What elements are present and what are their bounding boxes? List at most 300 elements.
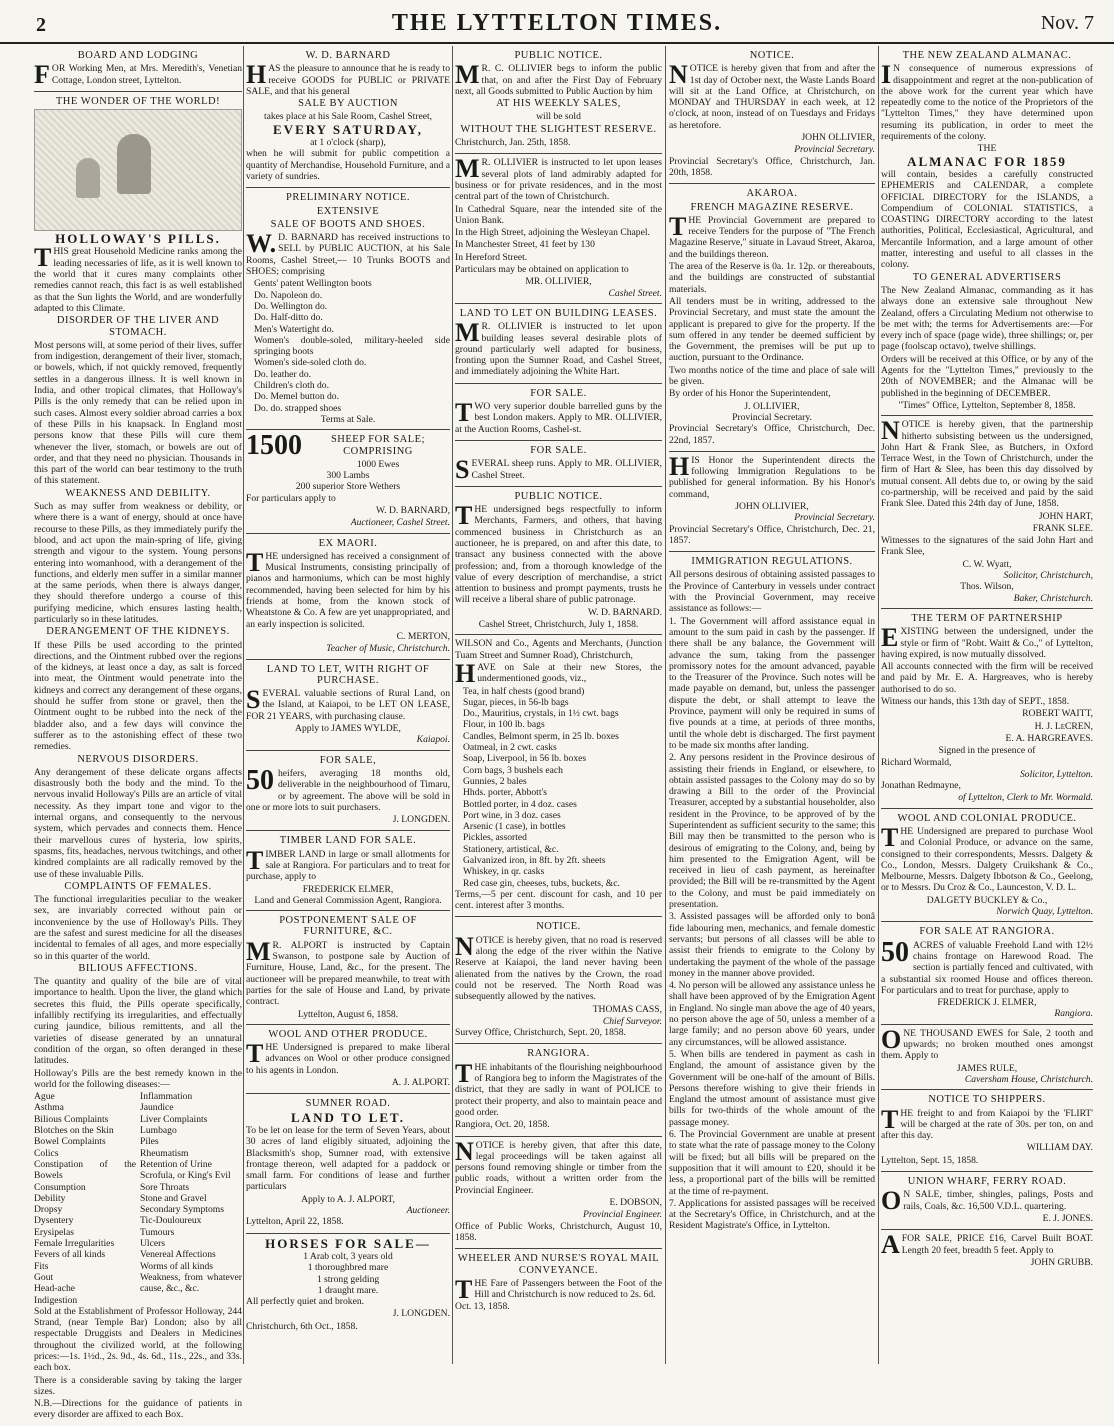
advert-date: Lyttelton, Sept. 15, 1858. [881, 1154, 979, 1166]
advert-text: NOTICE is hereby given, that after this date, legal proceedings will be taken against all persons found removing shingle or timber from the public roads, without a written order from the Provincial Engineer. [455, 1136, 662, 1196]
advert-title: FOR SALE, [319, 754, 377, 766]
advert-date: "Times" Office, Lyttelton, September 8, 1858. [898, 399, 1076, 411]
advert-title: THE TERM OF PARTNERSHIP [911, 612, 1063, 624]
advert-text: MR. C. OLLIVIER begs to inform the public that, on and after the First Day of February next, all Goods submitted to Public Auction by him [455, 60, 662, 97]
advert-date: Oct. 13, 1858. [455, 1301, 510, 1313]
advert-text: NOTICE is hereby given, that no road is reserved along the edge of the river within the Native Reserve at Kaiapoi, the land never having been alienated from the natives by the Crown, the road could not be reserved. The North Road was subsequently allowed by the natives. [455, 931, 662, 1003]
advert-text: Particulars may be obtained on application to [455, 264, 629, 276]
section-text: Most persons will, at some period of their lives, suffer from indigestion, derangement of their liver, stomach, or bowels, which, if not quickly removed, frequently settles in a dangerous illness. It is well known in India, and other tropical climates, that Holloway's Pills is the only remedy that can be relied upon in such cases. Almost every soldier abroad carries a box of these Pills in his knapsack. In England most persons know that these Pills will cure them whenever the liver, stomach, or bowels are out of order, and that they need no physician. Thousands in this part of the world can bear testimony to the truth of this statement. [34, 339, 242, 487]
list-item: Fevers of all kinds [34, 1249, 106, 1261]
list-item: Tumours [140, 1226, 175, 1238]
signature: FREDERICK J. ELMER, [937, 997, 1037, 1009]
advert-text: MR. OLLIVIER is instructed to let upon building leases several desirable plots of ground particularly well adapted for business, fronting upon the Sumner Road, and Cashel Street, and immediately adjoining the White Hart. [455, 318, 662, 378]
witness-sub: Solicitor, Lyttelton. [1020, 768, 1093, 780]
signature: WILLIAM DAY. [1026, 1142, 1093, 1154]
list-item: Children's cloth do. [254, 380, 330, 392]
advert-date: Office of Public Works, Christchurch, August 10, 1858. [455, 1220, 662, 1243]
list-item: Do. leather do. [254, 368, 312, 380]
witness-sub: Baker, Christchurch. [1013, 592, 1093, 604]
list-item: Head-ache [34, 1283, 76, 1295]
advert-text: ONE THOUSAND EWES for Sale, 2 tooth and upwards; no broken mouthed ones amongst them. Apply to [881, 1024, 1093, 1062]
list-item: Gunnies, 2 bales [463, 775, 527, 787]
advert-shippers [881, 1090, 1093, 1172]
section-text: If these Pills be used according to the printed directions, and the Ointment rubbed over the regions of the kidneys, at least once a day, as salt is forced into meat, the Ointment would penetrate into the kidneys and correct any derangement of these organs, should he suffer from stone or gravel, then the Ointment ought to be rubbed into the neck of the bladder also, and a few days will convince the sufferer as to the astonishing effect of these two remedies. [34, 639, 242, 753]
advert-text: NOTICE is hereby given, that the partnership hitherto subsisting between us the undersigned, John Hart & Frank Slee, as Butchers, in Oxford Terrace West, in the Town of Christchurch, under the firm of Hart & Slee, has been this day dissolved by mutual consent. All debts due to, or owing by the said co-partnership, will be received and paid by the said Frank Slee. Dated this 24th day of June, 1858. [881, 416, 1093, 510]
advert-boat [881, 1230, 1093, 1273]
list-item: 200 superior Store Wethers [295, 481, 401, 493]
advert-text: All perfectly quiet and broken. [246, 1296, 365, 1308]
advert-title: PUBLIC NOTICE. [514, 490, 603, 502]
regulation-item: 4. No person will be allowed any assistance unless he shall have been approved of by the Emigration Agent in England. No single man above the age of 40 years, no person above the age of 50, unless a member of a large family; and no person above 60 years, under any circumstances, will be allowed assistance. [669, 980, 875, 1048]
list-item: Ulcers [140, 1238, 166, 1250]
advert-title: WHEELER AND NURSE'S ROYAL MAIL CONVEYANCE. [457, 1253, 660, 1276]
advert-text: THIS great Household Medicine ranks among the leading necessaries of life, as it is well known to the world that it cures many complaints other remedies cannot reach, this fact is as well established as that the Sun lights the World, and are wonderfully adapted to this Climate. [34, 243, 242, 314]
regulation-item: 7. Applications for assisted passages will be received at the Secretary's Office, in Christchurch, and at the Resident Magistrate's Office, in Lyttelton. [669, 1197, 875, 1232]
witness: C. W. Wyatt, [962, 558, 1012, 570]
advert-title: HORSES FOR SALE— [265, 1235, 431, 1251]
list-item: 1 strong gelding [316, 1273, 380, 1285]
signature: E. J. JONES. [1042, 1212, 1093, 1224]
list-item: Gents' patent Wellington boots [254, 278, 372, 290]
advert-text: HAS the pleasure to announce that he is ready to receive GOODS for PUBLIC or PRIVATE SALE, and that his general [246, 60, 450, 97]
signature: J. LONGDEN. [392, 814, 450, 826]
signature-sub: Provincial Secretary. [794, 144, 875, 156]
advert-date: Provincial Secretary's Office, Christchurch, Dec. 21, 1857. [669, 523, 875, 546]
advert-rangiora-sale [881, 922, 1093, 1024]
advert-subtitle: WITHOUT THE SLIGHTEST RESERVE. [460, 123, 657, 135]
advert-building-leases [455, 304, 662, 384]
advert-title: FOR SALE AT RANGIORA. [919, 926, 1055, 938]
advert-sumner [246, 1094, 450, 1233]
column-2 [246, 46, 450, 1364]
advert-title: POSTPONEMENT SALE OF FURNITURE, &C. [279, 915, 417, 938]
advert-public-notice-2 [455, 487, 662, 636]
list-item: Flour, in 100 lb. bags [463, 719, 545, 731]
advert-text: In Hereford Street. [455, 251, 528, 263]
advert-text: The area of the Reserve is 0a. 1r. 12p. or thereabouts, and the buildings are constructed of substantial materials. [669, 261, 875, 295]
advert-land-to-let [246, 660, 450, 751]
column-1 [34, 46, 242, 1421]
advert-text: Signed in the presence of [938, 745, 1036, 757]
advert-text: THE undersigned has received a consignment of Musical Instruments, consisting principally of pianos and harmoniums, which can be most highly recommended, having been selected for him by his friends at home, from the known stock of Wheatstone & Co. A few are yet unappropriated, and an early inspection is solicited. [246, 547, 450, 630]
advert-subtitle: SALE BY AUCTION [298, 98, 398, 110]
list-item: Bottled porter, in 4 doz. cases [463, 798, 577, 810]
signature-sub: Chief Surveyor. [602, 1015, 662, 1027]
witness-sub: Solicitor, Christchurch, [1003, 570, 1093, 582]
signature-sub: Cashel Street. [608, 287, 662, 299]
signature-sub: Norwich Quay, Lyttelton. [996, 906, 1093, 918]
signature: H. J. LeCREN, [1034, 720, 1093, 732]
list-item: Colics [34, 1147, 59, 1159]
advert-text: All tenders must be in writing, addressed to the Provincial Secretary, and must state the amount the applicant is prepared to give for the property. If the sum offered in any tender be deemed sufficient by the Government, the premises will be put up to auction, pursuant to the Ordinance. [669, 295, 875, 364]
list-item: Constipation of the Bowels [34, 1158, 136, 1182]
advert-text: NOTICE is hereby given that from and after the 1st day of October next, the Waste Lands Board will sit at the Land Office, at Christchurch, on MONDAY and THURSDAY in each week, at 12 o'clock, at noon, instead of on Tuesdays and Fridays as heretofore. [669, 60, 875, 131]
list-item: 1 thoroughbred mare [307, 1262, 389, 1274]
advert-date: Provincial Secretary's Office, Christchurch, Dec. 22nd, 1857. [669, 423, 875, 446]
list-item: Candles, Belmont sperm, in 25 lb. boxes [463, 730, 619, 742]
advert-subtitle: TO GENERAL ADVERTISERS [912, 271, 1062, 283]
list-item: Scrofula, or King's Evil [140, 1170, 231, 1182]
section-heading: NERVOUS DISORDERS. [77, 753, 199, 765]
list-item: Stone and Gravel [140, 1192, 207, 1204]
witness: Jonathan Redmayne, [881, 780, 961, 792]
signature-sub: Teacher of Music, Christchurch. [326, 643, 450, 655]
advert-akaroa [669, 184, 875, 452]
advert-wool [246, 1025, 450, 1094]
advert-wool-colonial [881, 809, 1093, 923]
advert-boots [246, 188, 450, 430]
advert-text: heifers, averaging 18 months old, deliverable in the neighbourhood of Timaru, or by agreement. The above will be sold in one or more lots to suit purchasers. [246, 767, 450, 813]
list-item: Port wine, in 3 doz. cases [463, 809, 561, 821]
signature: E. DOBSON, [609, 1197, 662, 1209]
advert-board-lodging [34, 46, 242, 92]
signature: FREDERICK ELMER, [302, 883, 394, 895]
list-item: Corn bags, 3 bushels each [463, 764, 563, 776]
advert-text: There is a considerable saving by taking the larger sizes. [34, 1374, 242, 1397]
issue-date: Nov. 7 [1040, 12, 1094, 34]
list-item: Dropsy [34, 1204, 63, 1216]
advert-subtitle: EXTENSIVE [316, 205, 380, 217]
list-item: Asthma [34, 1102, 64, 1114]
advert-text: HIS Honor the Superintendent directs the following Immigration Regulations to be published for general information. By his Honor's command, [669, 451, 875, 500]
advert-waste-lands [669, 46, 875, 184]
advert-date: Rangiora, Oct. 20, 1858. [455, 1119, 550, 1131]
list-item: 1 Arab colt, 3 years old [303, 1250, 393, 1262]
advert-title: LAND TO LET, WITH RIGHT OF PURCHASE. [266, 663, 430, 686]
signature: J. OLLIVIER, [744, 400, 800, 412]
advert-text: The New Zealand Almanac, commanding as it has always done an extensive sale throughout New Zealand, offers a Circulating Medium not otherwise to be met with; the terms for Advertisements are:—For every inch of space (page wide), three shillings; or, per page (foolscap octavo), twelve shillings. [881, 284, 1093, 353]
regulation-item: 6. The Provincial Government are unable at present to state what the rate of passage money to the Colony will be fixed; but all bills will be prepared on the supposition that it will amount to £20, should it be less, a proportional part of the bills will be remitted at the time of re-payment. [669, 1129, 875, 1197]
signature: FRANK SLEE. [1032, 522, 1093, 534]
list-item: Ague [34, 1091, 55, 1103]
section-text: The functional irregularities peculiar to the weaker sex, are invariably corrected without pain or inconvenience by the use of Holloway's Pills. They are the safest and surest medicine for all the diseases incidental to females of all ages, and more especially so in this quarter of the world. [34, 894, 242, 962]
signature: JOHN GRUBB. [1030, 1256, 1093, 1268]
advert-maori [246, 534, 450, 660]
advert-date: Christchurch, Jan. 25th, 1858. [455, 137, 571, 149]
advert-date: Cashel Street, Christchurch, July 1, 1858. [478, 619, 639, 631]
advert-immigration [669, 552, 875, 1237]
advert-text: W.D. BARNARD has received instructions to SELL by PUBLIC AUCTION, at his Sale Rooms, Cashel Street,— 10 Trunks BOOTS and SHOES; comprising [246, 229, 450, 278]
advert-text: HAVE on Sale at their new Stores, the undermentioned goods, viz., [455, 658, 662, 688]
witness: Richard Wormald, [881, 756, 952, 768]
advert-text: THE Provincial Government are prepared to receive Tenders for the purpose of "The French Magazine Reserve," situate in Lavaud Street, Akaroa, and the buildings thereon. [669, 211, 875, 260]
signature: JOHN HART, [1038, 510, 1093, 522]
column-4 [669, 46, 875, 1364]
advert-text: at 1 o'clock (sharp), [310, 137, 386, 149]
list-item: Do. Memel button do. [254, 391, 340, 403]
advert-text: FOR Working Men, at Mrs. Meredith's, Venetian Cottage, London street, Lyttelton. [34, 60, 242, 90]
list-item: Bowel Complaints [34, 1136, 106, 1148]
list-item: Women's double-soled, military-heeled side springing boots [254, 334, 450, 358]
column-rule [878, 46, 879, 1364]
list-item: Debility [34, 1192, 66, 1204]
advert-title: PRELIMINARY NOTICE. [285, 192, 411, 204]
advert-text: Sold at the Establishment of Professor Holloway, 244 Strand, (near Temple Bar) London; also by all respectable Druggists and Dealers in Medicines throughout the civilized world, at the following prices:—1s. 1½d., 2s. 9d., 4s. 6d., 11s., 22s., and 33s. each box. [34, 1305, 242, 1374]
advert-text: THE inhabitants of the flourishing neighbourhood of Rangiora beg to inform the Magistrates of the district, that they are sadly in want of POLICE to protect their property, and also to maintain peace and good order. [455, 1058, 662, 1118]
advert-title: SHEEP FOR SALE; COMPRISING [330, 434, 426, 457]
list-item: Sore Throats [140, 1181, 190, 1193]
advert-text: EXISTING between the undersigned, under the style or firm of "Robt. Waitt & Co.," of Lyttelton, having expired, is now mutually dissolved. [881, 623, 1093, 660]
list-item: Arsenic (1 case), in bottles [463, 821, 566, 833]
advert-title: THE NEW ZEALAND ALMANAC. [902, 50, 1072, 61]
list-item: Pickles, assorted [463, 832, 527, 844]
signature-sub: Provincial Secretary. [732, 411, 812, 423]
section-heading: DISORDER OF THE LIVER AND STOMACH. [56, 315, 220, 338]
advert-partnership [881, 609, 1093, 809]
advert-text: In Cathedral Square, near the intended site of the Union Bank. [455, 203, 662, 226]
signature: DALGETY BUCKLEY & Co., [926, 894, 1048, 906]
list-item: Do., Mauritius, crystals, in 1½ cwt. bags [463, 708, 619, 720]
advert-text: Terms,—5 per cent. discount for cash, and 10 per cent. interest after 3 months. [455, 888, 662, 912]
advert-title: WOOL AND OTHER PRODUCE. [268, 1028, 428, 1040]
advert-title: FOR SALE. [530, 444, 587, 456]
advert-title: HOLLOWAY'S PILLS. [55, 231, 221, 247]
list-item: Whiskey, in qr. casks [463, 866, 545, 878]
signature: W. D. BARNARD, [375, 504, 450, 516]
signature: ROBERT WAITT, [1022, 708, 1093, 720]
list-item: Do. Wellington do. [254, 300, 328, 312]
list-item: Indigestion [34, 1294, 78, 1306]
big-number: 1500 [246, 430, 302, 462]
column-3 [455, 46, 662, 1364]
advert-ewes [881, 1025, 1093, 1090]
advert-almanac [881, 46, 1093, 416]
advert-timber-notice [455, 1137, 662, 1250]
advert-text: TWO very superior double barrelled guns by the best London makers. Apply to MR. OLLIVIER, at the Auction Rooms, Cashel-st. [455, 398, 662, 435]
list-item: Do. Half-ditto do. [254, 312, 323, 324]
advert-text: TIMBER LAND in large or small allotments for sale at Rangiora. For particulars and to treat for purchase, apply to [246, 845, 450, 883]
advert-title: THE WONDER OF THE WORLD! [55, 95, 221, 107]
list-item: Hhds. porter, Abbott's [463, 787, 547, 799]
advert-superintendent [669, 452, 875, 552]
advert-date: Survey Office, Christchurch, Sept. 20, 1858. [455, 1027, 626, 1039]
advert-title: W. D. BARNARD [305, 50, 391, 61]
column-rule [452, 46, 453, 1364]
advert-subtitle: EVERY SATURDAY, [273, 121, 423, 137]
signature: JAMES RULE, [956, 1062, 1018, 1074]
advert-title: NOTICE. [536, 921, 581, 933]
advert-text: will contain, besides a carefully constructed EPHEMERIS and CALENDAR, a complete OFFICIAL DIRECTORY for the ISLANDS, a Compendium of COLONIAL STATISTICS, a COASTING DIRECTORY according to the latest authorities, Political, Ecclesiastical, Agricultural, and Mercantile Information, and a large amount of other matter, interesting and useful to all classes in the colony. [881, 168, 1093, 271]
section-text: Any derangement of these delicate organs affects disastrously both the body and the mind. To the nervous invalid Holloway's Pills are an article of vital necessity. As they impart tone and vigor to the internal organs, and consequently to the nervous system, which pervades and connects them. Hence their marvellous cures of hysteria, low spirits, spasms, fits, headaches, nervous twitchings, and other kindred complaints are all radically removed by the use of these invaluable Pills. [34, 766, 242, 880]
advert-holloway [34, 92, 242, 1426]
advert-text: IN consequence of numerous expressions of disappointment and regret at the non-publication of the above work for the current year which have repeatedly come to the notice of the Proprietors of the "Lyttelton Times," they have determined upon resuming its publication, in order to meet the requirements of the colony. [881, 60, 1093, 143]
advert-title: EX MAORI. [318, 537, 378, 549]
advert-date: Christchurch, 6th Oct., 1858. [246, 1320, 358, 1332]
signature: JOHN OLLIVIER, [735, 500, 809, 512]
big-number: 50 [881, 936, 909, 968]
signature-sub: Auctioneer, Cashel Street. [350, 517, 450, 529]
advert-text: In Manchester Street, 41 feet by 130 [455, 239, 595, 251]
advert-text: THE Fare of Passengers between the Foot of the Hill and Christchurch is now reduced to 2s. 6d. [455, 1274, 662, 1304]
list-item: 300 Lambs [326, 470, 370, 482]
list-item: Men's Watertight do. [254, 323, 334, 335]
advert-text: THE Undersigned is prepared to make liberal advances on Wool or other produce consigned to his agents in London. [246, 1039, 450, 1076]
advert-subtitle: THE [977, 143, 997, 155]
engraving-illustration [34, 109, 242, 231]
list-item: Secondary Symptoms [140, 1204, 224, 1216]
column-rule [243, 46, 244, 1364]
list-intro: Holloway's Pills are the best remedy known in the world for the following diseases:— [34, 1067, 242, 1090]
section-heading: COMPLAINTS OF FEMALES. [64, 880, 212, 892]
advert-text: Terms at Sale. [320, 413, 376, 425]
signature: E. A. HARGREAVES. [1005, 732, 1093, 744]
advert-sheep [246, 430, 450, 533]
list-item: Red case gin, cheeses, tubs, buckets, &c. [463, 877, 620, 889]
list-item: Venereal Affections [140, 1249, 216, 1261]
list-item: Erysipelas [34, 1226, 74, 1238]
advert-text: Two months notice of the time and place of sale will be given. [669, 364, 875, 388]
list-item: Galvanized iron, in 8ft. by 2ft. sheets [463, 855, 606, 866]
advert-text: SEVERAL valuable sections of Rural Land, on the Island, at Kaiapoi, to be LET ON LEASE, FOR 21 YEARS, with purchasing clause. [246, 685, 450, 722]
advert-title: SUMNER ROAD. [305, 1098, 391, 1110]
list-item: Tea, in half chests (good brand) [463, 685, 585, 697]
section-heading: WEAKNESS AND DEBILITY. [65, 487, 211, 499]
signature: C. MERTON, [396, 630, 450, 642]
signature-sub: Caversham House, Christchurch. [964, 1073, 1093, 1085]
list-item: Lumbago [140, 1125, 177, 1137]
list-item: Gout [34, 1271, 54, 1283]
signature-sub: Land and General Commission Agent, Rangiora. [254, 894, 442, 906]
page-number: 2 [36, 14, 46, 36]
list-item: Consumption [34, 1181, 86, 1193]
advert-title: PUBLIC NOTICE. [514, 50, 603, 61]
advert-text: In the High Street, adjoining the Wesleyan Chapel. [455, 227, 650, 239]
advert-title: FOR SALE. [530, 387, 587, 399]
advert-text: ON SALE, timber, shingles, palings, Posts and rails, Coals, &c. 16,500 V.D.L. quartering. [881, 1186, 1093, 1216]
signature-sub: Provincial Engineer. [582, 1209, 662, 1221]
disease-list [34, 1091, 242, 1306]
disease-list-left [34, 1091, 136, 1306]
advert-text: MR. ALPORT is instructed by Captain Swanson, to postpone sale by Auction of Furniture, House, Land, &c., for the present. The auctioneer will be prepared meanwhile, to treat with parties for the sale of House and Land, by private contract. [246, 936, 450, 1008]
advert-text: To be let on lease for the term of Seven Years, about 30 acres of land eligibly situated, adjoining the Blacksmith's shop, Sumner road, with extensive frontage thereon, well adapted for a paddock or small farm. For conditions of lease and further particulars [246, 1124, 450, 1193]
advert-text: All persons desirous of obtaining assisted passages to the Province of Canterbury in vessels under contract with the Provincial Government, may receive assistance as follows:— [669, 569, 875, 615]
list-item: Female Irregularities [34, 1238, 115, 1250]
list-item: Rheumatism [140, 1147, 189, 1159]
advert-subtitle: AT HIS WEEKLY SALES, [496, 98, 621, 110]
signature-sub: Rangiora. [1054, 1008, 1093, 1020]
advert-text: will be sold [536, 111, 581, 123]
advert-text: By order of his Honor the Superintendent, [669, 388, 831, 400]
advert-subtitle: SALE OF BOOTS AND SHOES. [270, 218, 426, 230]
list-item: Piles [140, 1136, 159, 1148]
list-item: Do. do. strapped shoes [254, 402, 342, 414]
advert-guns [455, 384, 662, 441]
advert-text: AFOR SALE, PRICE £16, Carvel Built BOAT. Length 20 feet, breadth 5 feet. Apply to [881, 1230, 1093, 1260]
witness-sub: of Lyttelton, Clerk to Mr. Wormald. [958, 792, 1093, 804]
regulation-item: 5. When bills are tendered in payment as cash in England, the amount of assistance given by the Government will be one-half of the amount of Bills. Persons therefore wishing to give their friends in England the utmost amount of assistance must give bills for two-thirds of the whole amount of the passage money. [669, 1048, 875, 1128]
advert-title: AKAROA. [746, 188, 798, 200]
signature: MR. OLLIVIER, [525, 276, 592, 288]
advert-text: Orders will be received at this Office, or by any of the Agents for the "Lyttelton Times," previously to the 20th of NOVEMBER; and the Almanac will be published in the beginning of DECEMBER. [881, 353, 1093, 399]
list-item: Oatmeal, in 2 cwt. casks [463, 742, 557, 754]
section-heading: DERANGEMENT OF THE KIDNEYS. [46, 626, 230, 638]
disease-list-right [140, 1091, 242, 1306]
advert-union-wharf [881, 1172, 1093, 1230]
advert-barnard [246, 46, 450, 188]
big-number: 50 [246, 764, 274, 796]
advert-text: Witnesses to the signatures of the said John Hart and Frank Slee, [881, 535, 1093, 558]
advert-horses [246, 1234, 450, 1337]
newspaper-title: THE LYTTELTON TIMES. [391, 10, 723, 36]
advert-hart-slee [881, 416, 1093, 609]
list-item: Worms of all kinds [140, 1260, 214, 1272]
signature: A. J. ALPORT. [391, 1077, 450, 1089]
column-5 [881, 46, 1093, 1364]
list-item: Inflammation [140, 1091, 193, 1103]
signature: J. LONGDEN. [392, 1308, 450, 1320]
advert-sheep-runs [455, 441, 662, 487]
advert-road-notice [455, 917, 662, 1044]
advert-public-notice [455, 46, 662, 154]
advert-text: ACRES of valuable Freehold Land with 12½ chains frontage on Harewood Road. The section is partially fenced and cultivated, with a substantial six roomed House and offices thereon. For particulars and to treat for purchase, apply to [881, 939, 1093, 996]
advert-subtitle: ALMANAC FOR 1859 [907, 153, 1067, 169]
advert-title: LAND TO LET ON BUILDING LEASES. [459, 307, 658, 319]
list-item: Bilious Complaints [34, 1113, 109, 1125]
advert-text: SEVERAL sheep runs. Apply to MR. OLLIVIER, Cashel Street. [455, 455, 662, 485]
list-item: 1000 Ewes [356, 458, 400, 470]
advert-text: takes place at his Sale Room, Cashel Street, [263, 111, 433, 123]
advert-date: Lyttelton, April 22, 1858. [246, 1216, 344, 1228]
advert-text: N.B.—Directions for the guidance of patients in every disorder are affixed to each Box. [34, 1398, 242, 1421]
page-header [0, 0, 1114, 44]
advert-text: Witness our hands, this 13th day of SEPT., 1858. [881, 696, 1070, 708]
regulation-item: 2. Any persons resident in the Province desirous of assisting their friends in England, or elsewhere, to obtain assisted passages to the Colony may do so by drawing a Bill to the order of the Provincial Treasurer, accepted by a substantial householder, also resident in the Province, to be approved of by the Superintendent as sufficient security to the same; this Bill may then be transmitted to the person who is desirous of emigrating to the Colony, and, being by him presented to the Emigration Agent, will be received in lieu of cash payment, as hereinafter provided; the Bill will be re-transmitted by the Agent to the Colony, and must be paid immediately on presentation. [669, 752, 875, 911]
advert-wilson [455, 635, 662, 917]
list-item: Soap, Liverpool, in 56 lb. boxes [463, 753, 587, 765]
list-item: Blotches on the Skin [34, 1125, 114, 1137]
list-item: Women's side-soled cloth do. [254, 357, 367, 369]
signature: W. D. BARNARD. [587, 606, 662, 618]
advert-text: For particulars apply to [246, 492, 336, 504]
advert-title: NOTICE TO SHIPPERS. [928, 1094, 1046, 1106]
list-item: Sugar, pieces, in 56-lb bags [463, 696, 569, 708]
advert-text: THE undersigned begs respectfully to inform Merchants, Farmers, and others, that having commenced business in Christchurch as an auctioneer, he is prepared, on and after this date, to transact any business connected with the above profession; and, from a thorough knowledge of the value of every description of merchandise, a strict attention to business and prompt payments, trusts he will receive a liberal share of public patronage. [455, 501, 662, 606]
list-item: Weakness, from whatever cause, &c., &c. [140, 1271, 242, 1295]
advert-timber [246, 831, 450, 911]
advert-date: Provincial Secretary's Office, Christchurch, Jan. 20th, 1858. [669, 155, 875, 178]
section-text: The quantity and quality of the bile are of vital importance to health. Upon the liver, the gland which secretes this fluid, the Pills operate specifically, infallibly rectifying its irregularities, and effectually curing jaundice, bilious remittents, and all the varieties of disease generated by an unnatural condition of the organ, so often deranged in these latitudes. [34, 976, 242, 1067]
advert-title: NOTICE. [749, 50, 795, 61]
signature: JOHN OLLIVIER, [801, 132, 875, 144]
advert-text: Apply to JAMES WYLDE, [295, 723, 401, 735]
list-item: Retention of Urine [140, 1158, 212, 1170]
regulation-item: 1. The Government will afford assistance equal in amount to the sum paid in cash by the passenger. If there shall be any balance, the Government will advance the sum, taking from the passenger promissory notes for the amount advanced, payable to the Treasurer of the Province. Such notes will be made payable on demand, but, unless the passenger dispute the debt, or shall attempt to leave the Province, payment will only be required in sums of five pounds at a time, at periods of three months, until the whole debt is discharged. The first payment to be made six months after landing. [669, 615, 875, 751]
advert-text: Apply to A. J. ALPORT, [301, 1193, 395, 1205]
advert-title: RANGIORA. [527, 1048, 590, 1060]
list-item: Liver Complaints [140, 1113, 208, 1125]
advert-rangiora [455, 1044, 662, 1136]
signature-sub: Kaiapoi. [416, 734, 450, 746]
section-text: Such as may suffer from weakness or debility, or where there is a want of energy, should at once have recourse to these Pills, as they immediately purify the blood, and act upon the main-spring of life, giving strength and vigour to the system. Young persons entering into womanhood, with a derangement of the functions, and elderly men suffer in a similar manner at the same periods, when there is always danger, they should therefore undergo a course of this purifying medicine, which ensures lasting health, particularly so in these latitudes. [34, 501, 242, 625]
advert-heifers [246, 751, 450, 832]
advert-title: UNION WHARF, FERRY ROAD. [907, 1176, 1067, 1188]
advert-text: THE freight to and from Kaiapoi by the 'FLIRT' will be charged at the rate of 30s. per ton, on and after this day. [881, 1104, 1093, 1142]
list-item: Dysentery [34, 1215, 74, 1227]
advert-date: Lyttelton, August 6, 1858. [297, 1008, 399, 1020]
advert-text: THE Undersigned are prepared to purchase Wool and Colonial Produce, or advance on the same, consigned to their correspondents, Messrs. Dalgety & Co., London, Messrs. Dalgety Cruikshank & Co., Melbourne, Messrs. Dalgety Ibbotson & Co., Geelong, or to Messrs. Du Croz & Co., Launceston, V. D. L. [881, 823, 1093, 894]
advert-text: when he will submit for public competition a quantity of Merchandise, Household Furniture, and a variety of sundries. [246, 148, 450, 182]
signature-sub: Auctioneer. [406, 1205, 450, 1217]
list-item: Fits [34, 1260, 49, 1272]
advert-title: WOOL AND COLONIAL PRODUCE. [897, 812, 1077, 824]
advert-title: BOARD AND LODGING [77, 50, 199, 61]
advert-ollivier-leases [455, 154, 662, 304]
witness: Thos. Wilson, [960, 581, 1014, 593]
advert-subtitle: FRENCH MAGAZINE RESERVE. [690, 201, 854, 213]
list-item: Stationery, artistical, &c. [463, 843, 559, 855]
list-item: 1 draught mare. [317, 1284, 379, 1296]
advert-text: MR. OLLIVIER is instructed to let upon leases several plots of land admirably adapted for business or for private residences, and in the most central part of the town of Christchurch. [455, 154, 662, 203]
